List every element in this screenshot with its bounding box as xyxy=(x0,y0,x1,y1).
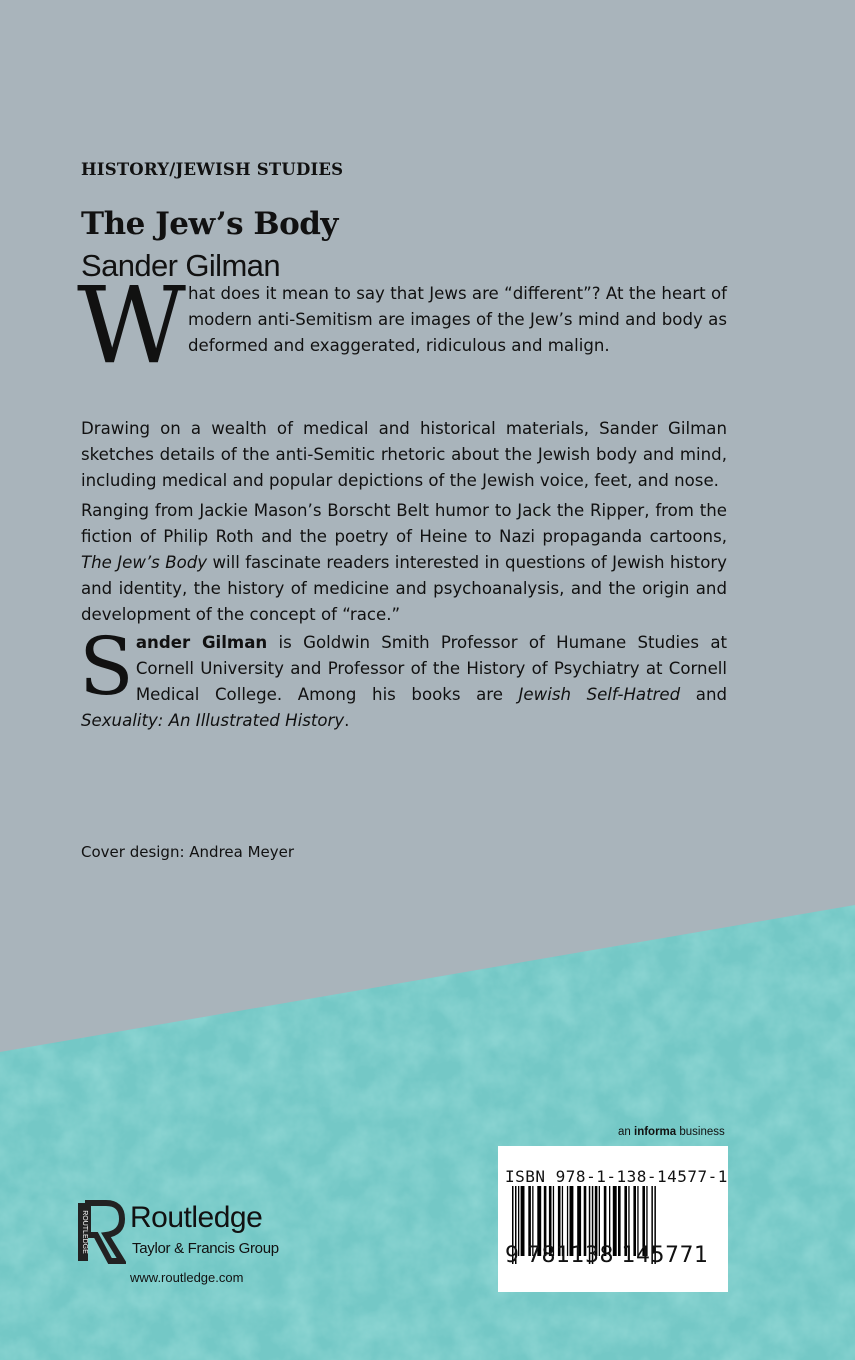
book-title: The Jew’s Body xyxy=(81,206,338,242)
blurb-paragraph-1: What does it mean to say that Jews are “different”? At the heart of modern anti-Semitism are images of the Jew’s mind and body as deformed and exaggerated, ridiculous and malign. xyxy=(77,264,727,387)
dropcap-s: S xyxy=(79,620,134,713)
cover-design-credit: Cover design: Andrea Meyer xyxy=(81,843,295,861)
dropcap-w: W xyxy=(77,264,186,387)
author-bio-name: ander Gilman xyxy=(135,633,268,652)
book-title-italic: The Jew’s Body xyxy=(81,553,208,572)
routledge-logo-text: ROUTLEDGE xyxy=(81,1210,88,1254)
barcode-digits: 9 781138 145771 xyxy=(505,1243,709,1268)
blurb-paragraph-2: Drawing on a wealth of medical and historical materials, Sander Gilman sketches details of the anti-Semitic rhetoric about the Jewish body and mind, including medical and popular depictions of the Jewish voice, feet, and nose. xyxy=(81,419,727,490)
informa-tagline: an informa business xyxy=(618,1126,725,1138)
book-author: Sander Gilman xyxy=(81,248,280,283)
blurb-paragraph-3: Ranging from Jackie Mason’s Borscht Belt humor to Jack the Ripper, from the fiction of Philip Roth and the poetry of Heine to Nazi propaganda cartoons, The Jew’s Body will fascinate readers interested in questions of Jewish history and identity, the history of medicine and psychoanalysis, and the origin and development of the concept of “race.” xyxy=(81,501,727,624)
author-bio: Sander Gilman is Goldwin Smith Professor of Humane Studies at Cornell University and Professor of the History of Psychiatry at Cornell Medical College. Among his books are Jewish Self-Hatred and Sexuality: An Illustrated History. xyxy=(79,620,727,730)
publisher-url: www.routledge.com xyxy=(130,1270,244,1285)
category-label: HISTORY/JEWISH STUDIES xyxy=(81,160,344,179)
publisher-group: Taylor & Francis Group xyxy=(132,1240,279,1257)
isbn-label: ISBN 978-1-138-14577-1 xyxy=(505,1167,728,1186)
routledge-r-logo xyxy=(76,1199,126,1265)
publisher-name: Routledge xyxy=(130,1201,263,1234)
